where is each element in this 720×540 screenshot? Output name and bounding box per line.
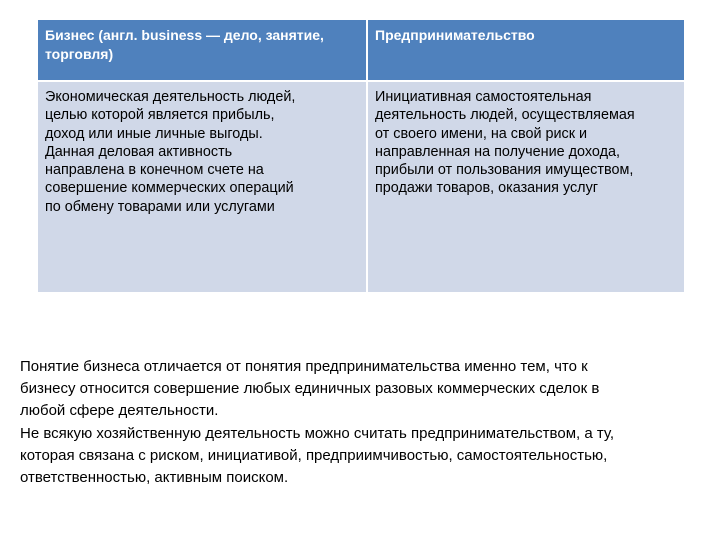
- header-entrepreneurship: [367, 19, 685, 81]
- header-business-text: Бизнес (англ. business — дело, занятие, торговля): [45, 27, 324, 62]
- comparison-table: [36, 18, 686, 294]
- cell-entrepreneurship-definition: [367, 81, 685, 293]
- paragraph-entrepreneurship-criteria: Не всякую хозяйственную деятельность можно считать предпринимательством, а ту, которая связана с риском, инициативой, предприимчивостью, самостоятельностью, ответственностью, активным поиском.: [20, 424, 615, 487]
- header-entrepreneurship-text: Предпринимательство: [375, 27, 535, 43]
- cell-business-definition: [37, 81, 367, 293]
- business-definition-text: Экономическая деятельность людей, целью которой является прибыль, доход или иные личные выгоды. Данная деловая активность направлена в конечном счете на совершение коммерческих операций по обмену товарами или услугами: [45, 89, 296, 215]
- table-row: [37, 81, 685, 293]
- table-header-row: [37, 19, 685, 81]
- paragraph-business-difference: Понятие бизнеса отличается от понятия предпринимательства именно тем, что к бизнесу относится совершение любых единичных разовых коммерческих сделок в любой сфере деятельности.: [20, 358, 600, 420]
- header-business: [37, 19, 367, 81]
- explanation-text: [20, 356, 700, 489]
- entrepreneurship-definition-text: Инициативная самостоятельная деятельность людей, осуществляемая от своего имени, на свой риск и направленная на получение дохода, прибыли от пользования имуществом, продажи товаров, оказания услуг: [375, 89, 635, 197]
